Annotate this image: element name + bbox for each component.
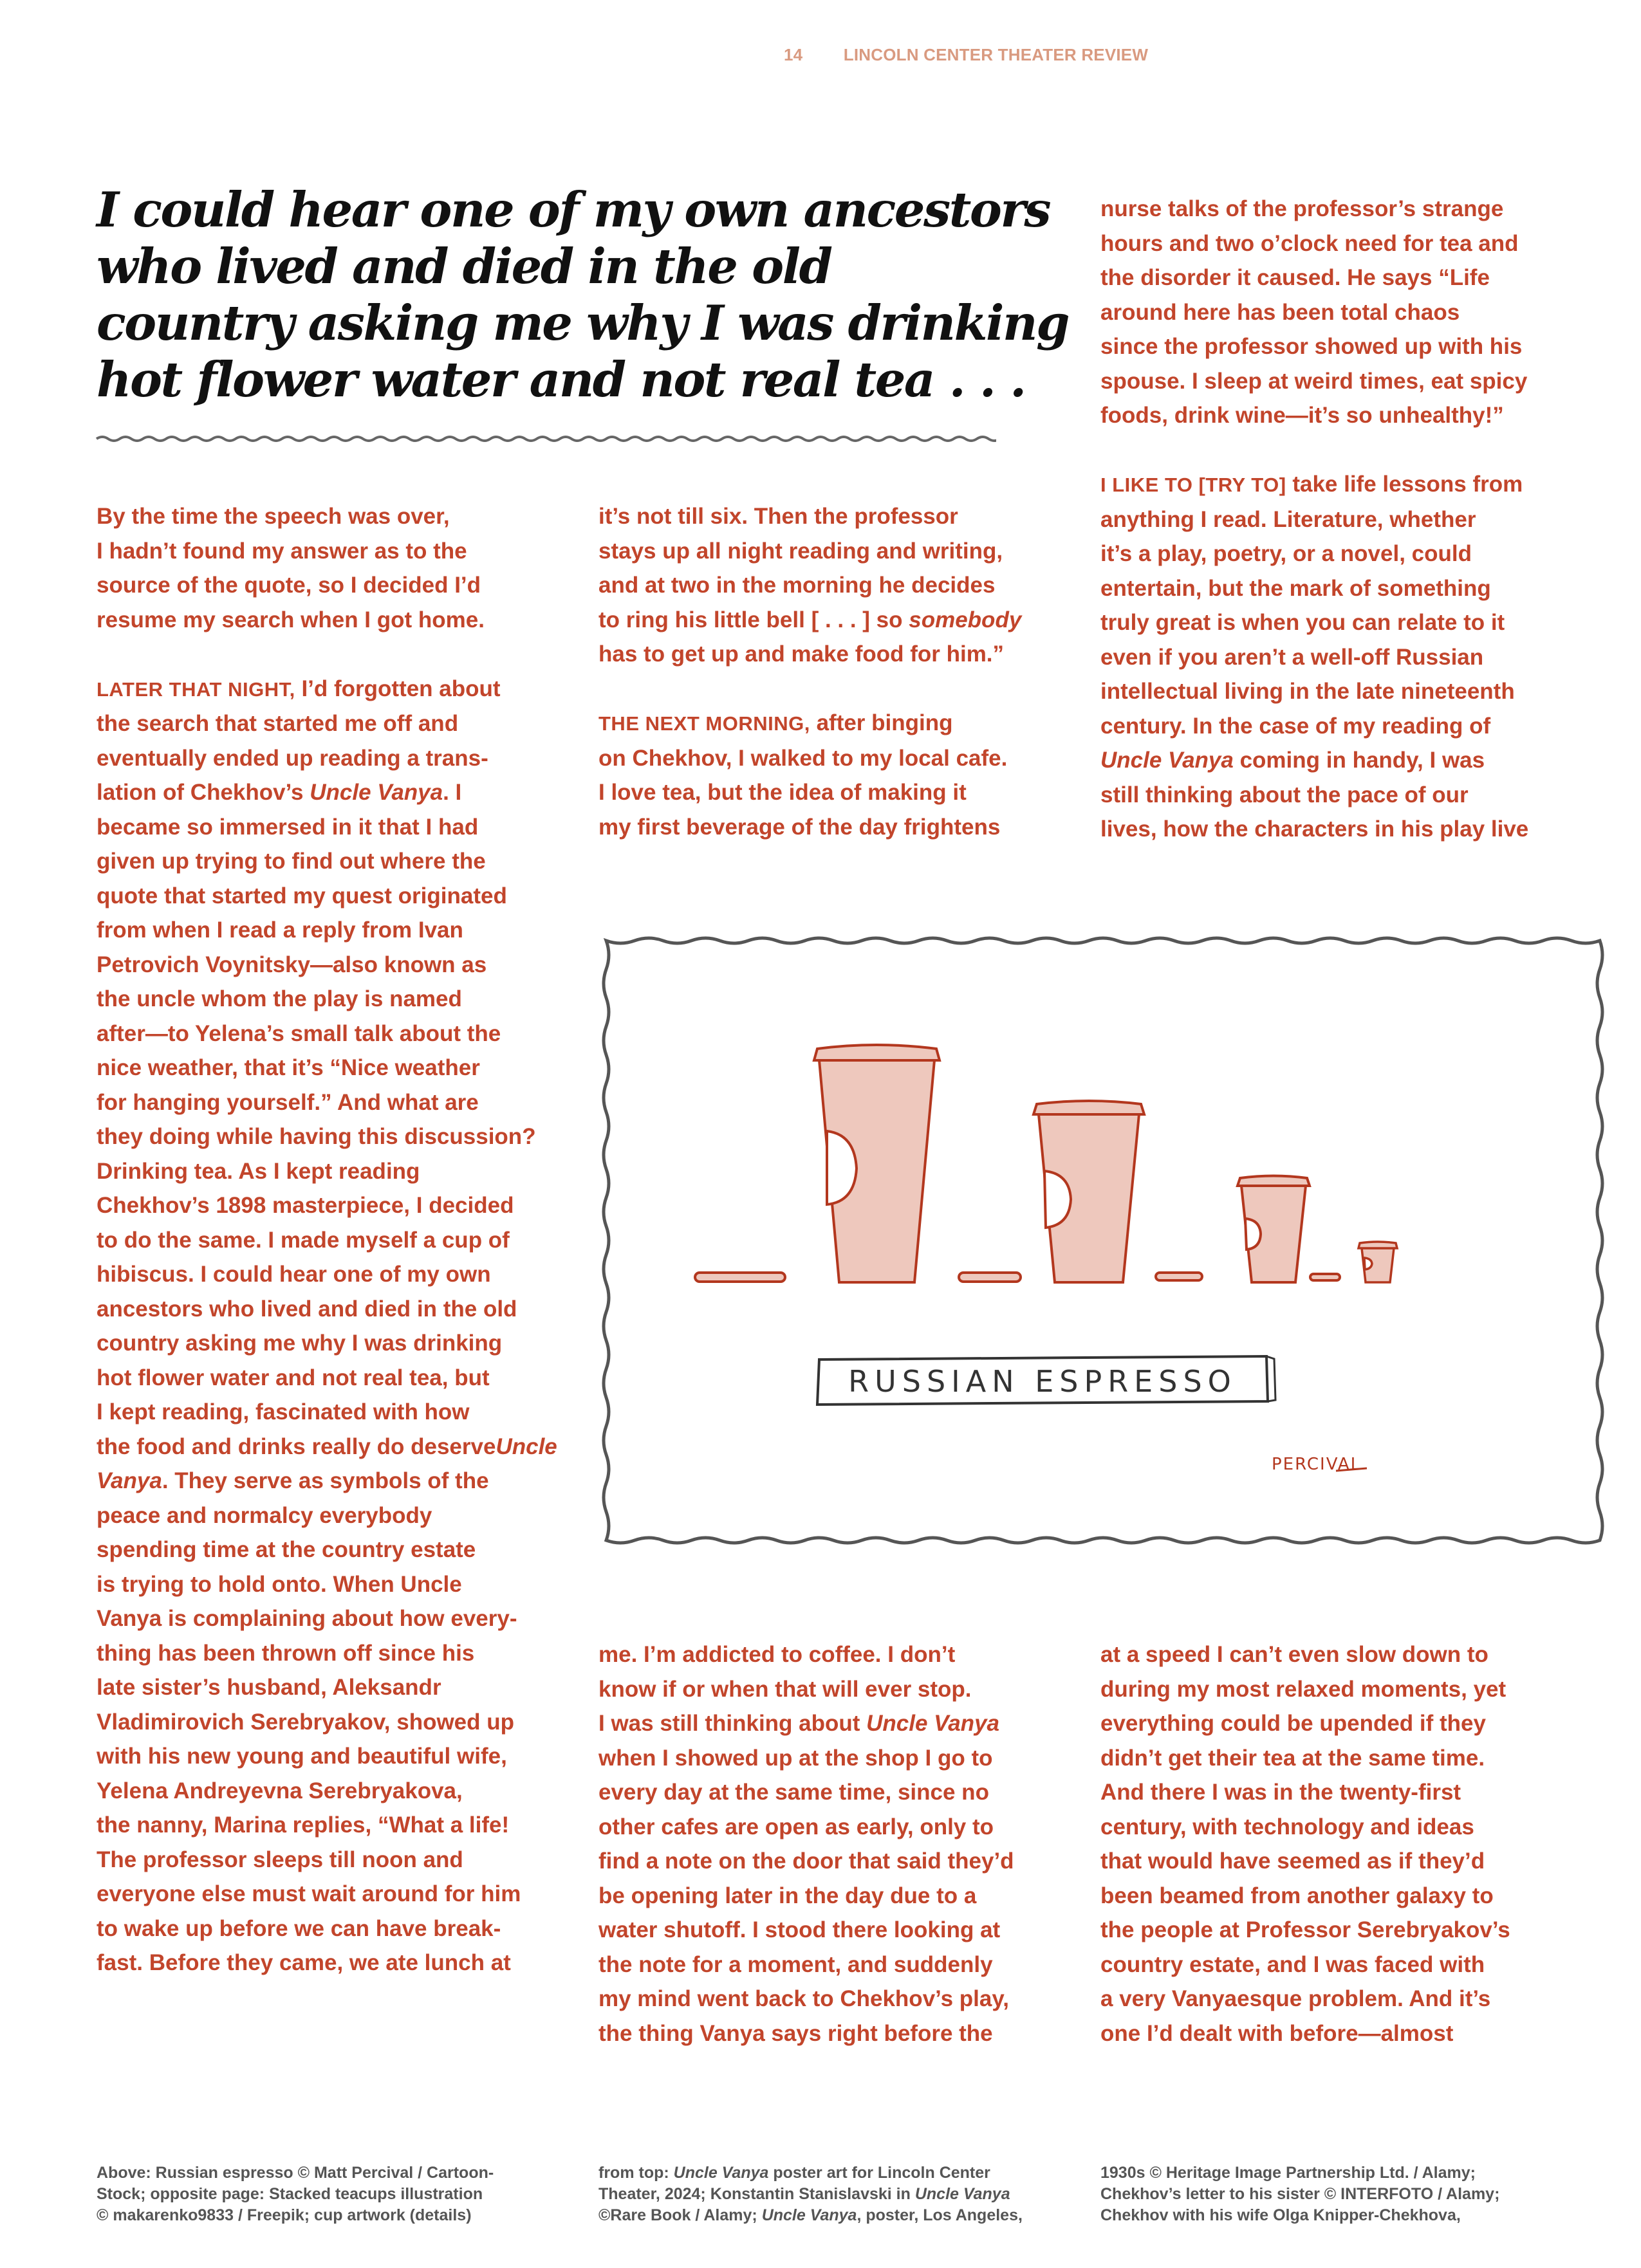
- text-line: ancestors who lived and died in the old: [97, 1296, 517, 1322]
- cup-icon: [1358, 1242, 1397, 1282]
- pull-quote-line: country asking me why I was drinking: [97, 295, 1069, 351]
- text-line: know if or when that will ever stop.: [598, 1676, 972, 1702]
- text-line: stays up all night reading and writing,: [598, 538, 1003, 564]
- artist-signature: PERCIVAL: [1272, 1455, 1362, 1474]
- paragraph: [97, 499, 557, 637]
- photo-credits-right: [1100, 2162, 1499, 2226]
- caption-line: © makarenko9833 / Freepik; cup artwork (details): [97, 2206, 472, 2224]
- text-line: it’s a play, poetry, or a novel, could: [1100, 541, 1472, 566]
- photo-credits-left: [97, 2162, 494, 2226]
- text-line: take life lessons from: [1286, 472, 1523, 497]
- cup-icon: [1238, 1176, 1310, 1283]
- text-line: lation of Chekhov’s: [97, 780, 310, 805]
- text-line: late sister’s husband, Aleksandr: [97, 1675, 441, 1700]
- cup-icon: [1034, 1101, 1144, 1282]
- text-line: the search that started me off and: [97, 711, 459, 736]
- text-line: me. I’m addicted to coffee. I don’t: [598, 1642, 956, 1667]
- text-line: when I showed up at the shop I go to: [598, 1745, 993, 1771]
- text-line: my mind went back to Chekhov’s play,: [598, 1986, 1009, 2011]
- column-top-left: [97, 499, 557, 1980]
- text-line: since the professor showed up with his: [1100, 334, 1523, 359]
- text-line: even if you aren’t a well-off Russian: [1100, 644, 1484, 670]
- text-line: and at two in the morning he decides: [598, 573, 996, 598]
- caption-line: from top:: [598, 2164, 674, 2182]
- text-line: hot flower water and not real tea, but: [97, 1365, 490, 1390]
- caption-line: 1930s © Heritage Image Partnership Ltd. / Alamy;: [1100, 2164, 1476, 2182]
- text-line: the uncle whom the play is named: [97, 986, 462, 1011]
- text-line: water shutoff. I stood there looking at: [598, 1917, 1001, 1942]
- text-line: I love tea, but the idea of making it: [598, 780, 967, 805]
- cartoon-illustration: [597, 932, 1609, 1549]
- text-line: the note for a moment, and suddenly: [598, 1951, 993, 1977]
- espresso-sign: [817, 1356, 1275, 1405]
- text-line: nice weather, that it’s “Nice weather: [97, 1055, 480, 1080]
- text-line: the nanny, Marina replies, “What a life!: [97, 1812, 510, 1838]
- text-line: truly great is when you can relate to it: [1100, 610, 1505, 635]
- play-title: Uncle Vanya: [866, 1711, 999, 1736]
- column-bottom-middle: [598, 1637, 1014, 2051]
- text-line: I’d forgotten about: [295, 676, 501, 701]
- text-line: Chekhov’s 1898 masterpiece, I decided: [97, 1193, 514, 1218]
- text-line: Vladimirovich Serebryakov, showed up: [97, 1709, 515, 1735]
- text-line: country asking me why I was drinking: [97, 1331, 503, 1356]
- pull-quote-line: I could hear one of my own ancestors: [97, 181, 1050, 238]
- caption-line: Chekhov with his wife Olga Knipper-Chekhova,: [1100, 2206, 1461, 2224]
- paragraph: [1100, 467, 1528, 847]
- column-top-middle: [598, 499, 1021, 844]
- text-line: the people at Professor Serebryakov’s: [1100, 1917, 1510, 1942]
- caption-line: Chekhov’s letter to his sister © INTERFOTO / Alamy;: [1100, 2185, 1500, 2203]
- pull-quote: [97, 181, 1069, 408]
- text-line: my first beverage of the day frightens: [598, 814, 1001, 840]
- text-line: fast. Before they came, we ate lunch at: [97, 1950, 511, 1975]
- text-line: country estate, and I was faced with: [1100, 1951, 1485, 1977]
- text-line: century, with technology and ideas: [1100, 1814, 1474, 1839]
- text-line: the disorder it caused. He says “Life: [1100, 265, 1490, 290]
- play-title: Uncle Vanya: [310, 780, 443, 805]
- text-line: it’s not till six. Then the professor: [598, 504, 958, 529]
- pull-quote-line: who lived and died in the old: [97, 238, 831, 295]
- text-line: Yelena Andreyevna Serebryakova,: [97, 1778, 463, 1803]
- publication-title: LINCOLN CENTER THEATER REVIEW: [843, 45, 1149, 64]
- paragraph: [598, 499, 1021, 672]
- section-lead-in: THE NEXT MORNING,: [598, 712, 810, 735]
- play-title: Vanya: [97, 1468, 162, 1493]
- text-line: has to get up and make food for him.”: [598, 641, 1005, 667]
- text-line: to wake up before we can have break-: [97, 1915, 501, 1941]
- text-line: The professor sleeps till noon and: [97, 1847, 463, 1872]
- caption-line: Stock; opposite page: Stacked teacups illustration: [97, 2185, 483, 2203]
- text-line: they doing while having this discussion?: [97, 1124, 536, 1149]
- paragraph: [97, 672, 557, 1980]
- section-lead-in: LATER THAT NIGHT,: [97, 678, 295, 701]
- text-line: coming in handy, I was: [1233, 748, 1485, 773]
- saucer: [695, 1273, 785, 1282]
- text-line: to do the same. I made myself a cup of: [97, 1227, 510, 1253]
- text-line: be opening later in the day due to a: [598, 1883, 977, 1908]
- text-line: a very Vanyaesque problem. And it’s: [1100, 1986, 1491, 2011]
- text-line: spending time at the country estate: [97, 1537, 476, 1562]
- text-line: intellectual living in the late nineteenth: [1100, 679, 1515, 704]
- text-line: with his new young and beautiful wife,: [97, 1744, 507, 1769]
- paragraph: [598, 706, 1021, 844]
- text-line: source of the quote, so I decided I’d: [97, 573, 481, 598]
- text-line: everyone else must wait around for him: [97, 1881, 521, 1906]
- text-line: quote that started my quest originated: [97, 883, 507, 908]
- text-line: at a speed I can’t even slow down to: [1100, 1642, 1488, 1667]
- text-line: given up trying to find out where the: [97, 849, 486, 874]
- text-line: I kept reading, fascinated with how: [97, 1399, 470, 1424]
- page-number: 14: [784, 45, 803, 64]
- pull-quote-line: hot flower water and not real tea . . .: [97, 351, 1025, 408]
- caption-line: , poster, Los Angeles,: [857, 2206, 1023, 2224]
- caption-line: Theater, 2024; Konstantin Stanislavski in: [598, 2185, 915, 2203]
- text-line: everything could be upended if they: [1100, 1711, 1486, 1736]
- wavy-divider: [95, 426, 996, 452]
- text-line: nurse talks of the professor’s strange: [1100, 196, 1504, 221]
- caption-line: Above: Russian espresso © Matt Percival / Cartoon-: [97, 2164, 494, 2182]
- text-line: entertain, but the mark of something: [1100, 575, 1491, 601]
- text-line: . I: [443, 780, 462, 805]
- cup-icon: [814, 1045, 940, 1282]
- play-title: Uncle Vanya: [761, 2206, 857, 2224]
- text-line: . They serve as symbols of the: [162, 1468, 489, 1493]
- play-title: Uncle Vanya: [673, 2164, 769, 2182]
- text-line: I hadn’t found my answer as to the: [97, 538, 467, 564]
- saucer: [1310, 1274, 1340, 1280]
- caption-line: poster art for Lincoln Center: [768, 2164, 990, 2182]
- text-line: peace and normalcy everybody: [97, 1502, 432, 1528]
- text-line: after—to Yelena’s small talk about the: [97, 1020, 501, 1046]
- text-line: resume my search when I got home.: [97, 607, 485, 632]
- saucer: [1156, 1273, 1202, 1280]
- text-line: find a note on the door that said they’d: [598, 1849, 1014, 1874]
- text-line: still thinking about the pace of our: [1100, 782, 1469, 807]
- text-line: hibiscus. I could hear one of my own: [97, 1262, 491, 1287]
- text-line: after binging: [810, 710, 953, 735]
- text-line: every day at the same time, since no: [598, 1780, 989, 1805]
- text-line: hours and two o’clock need for tea and: [1100, 230, 1519, 256]
- text-line: the food and drinks really do deserve: [97, 1434, 496, 1459]
- text-line: on Chekhov, I walked to my local cafe.: [598, 745, 1008, 771]
- text-line: I was still thinking about: [598, 1711, 867, 1736]
- text-line: century. In the case of my reading of: [1100, 713, 1491, 739]
- paragraph: [1100, 192, 1528, 433]
- play-title: Uncle: [496, 1434, 557, 1459]
- text-line: By the time the speech was over,: [97, 504, 450, 529]
- column-bottom-right: [1100, 1637, 1510, 2051]
- sign-text: RUSSIAN ESPRESSO: [848, 1364, 1237, 1399]
- text-line: didn’t get their tea at the same time.: [1100, 1745, 1485, 1771]
- photo-credits-middle: [598, 2162, 1023, 2226]
- text-line: Petrovich Voynitsky—also known as: [97, 952, 487, 977]
- text-line: the thing Vanya says right before the: [598, 2020, 993, 2046]
- text-line: Vanya is complaining about how every-: [97, 1606, 517, 1631]
- text-line: And there I was in the twenty-first: [1100, 1780, 1461, 1805]
- text-line: for hanging yourself.” And what are: [97, 1089, 479, 1115]
- text-line: to ring his little bell [ . . . ] so: [598, 607, 909, 632]
- text-line: became so immersed in it that I had: [97, 814, 479, 840]
- emphasis: somebody: [909, 607, 1022, 632]
- column-top-right: [1100, 192, 1528, 847]
- text-line: one I’d dealt with before—almost: [1100, 2020, 1454, 2046]
- text-line: anything I read. Literature, whether: [1100, 506, 1476, 532]
- saucer: [959, 1273, 1021, 1282]
- text-line: around here has been total chaos: [1100, 299, 1460, 325]
- text-line: other cafes are open as early, only to: [598, 1814, 994, 1839]
- play-title: Uncle Vanya: [914, 2185, 1010, 2203]
- running-head: [784, 45, 1148, 65]
- text-line: eventually ended up reading a trans-: [97, 745, 488, 771]
- caption-line: ©Rare Book / Alamy;: [598, 2206, 762, 2224]
- text-line: been beamed from another galaxy to: [1100, 1883, 1494, 1908]
- section-lead-in: I LIKE TO [TRY TO]: [1100, 474, 1286, 496]
- play-title: Uncle Vanya: [1100, 748, 1234, 773]
- text-line: from when I read a reply from Ivan: [97, 917, 463, 943]
- text-line: during my most relaxed moments, yet: [1100, 1676, 1507, 1702]
- text-line: is trying to hold onto. When Uncle: [97, 1571, 462, 1597]
- text-line: that would have seemed as if they’d: [1100, 1849, 1485, 1874]
- text-line: spouse. I sleep at weird times, eat spicy: [1100, 368, 1528, 394]
- text-line: foods, drink wine—it’s so unhealthy!”: [1100, 403, 1504, 428]
- text-line: Drinking tea. As I kept reading: [97, 1158, 420, 1184]
- text-line: thing has been thrown off since his: [97, 1640, 475, 1666]
- text-line: lives, how the characters in his play live: [1100, 816, 1529, 842]
